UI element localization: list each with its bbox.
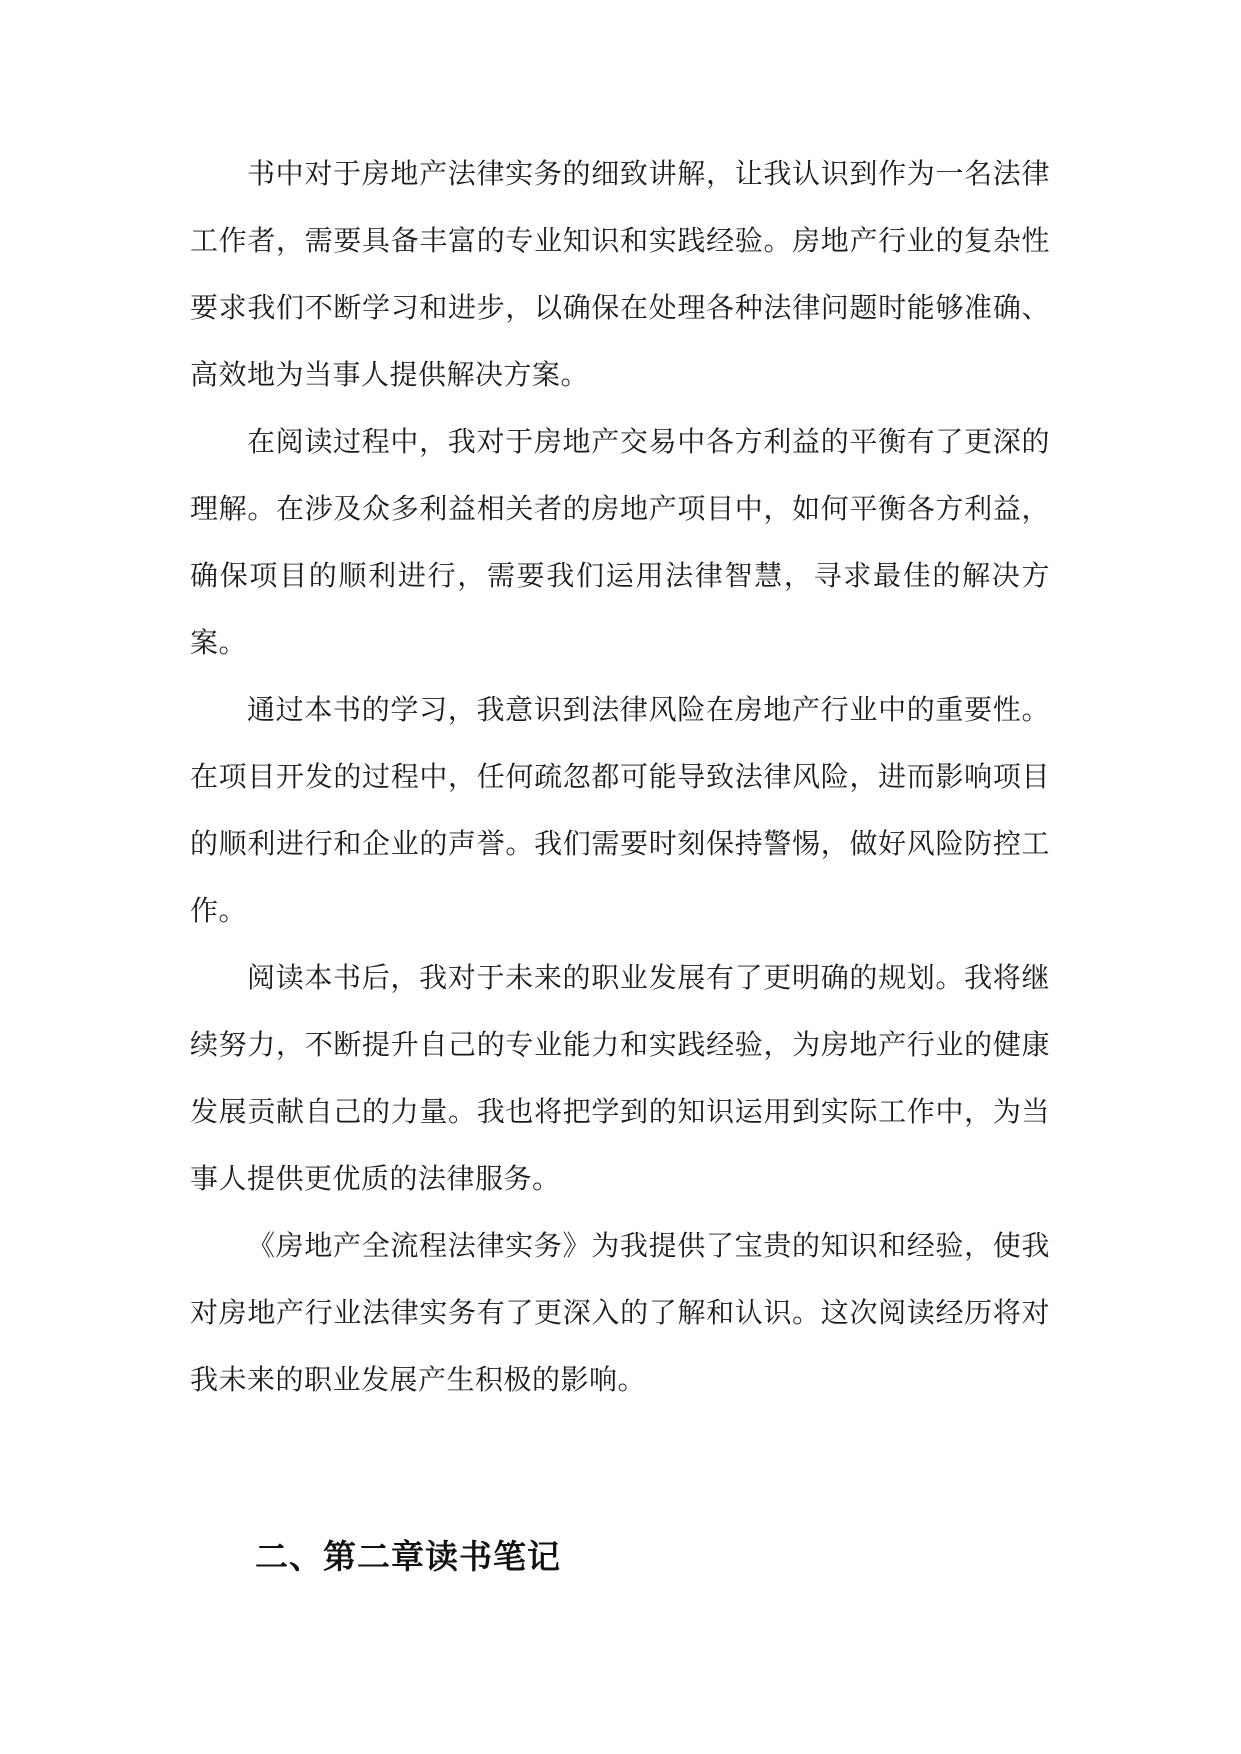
paragraph-4: 阅读本书后，我对于未来的职业发展有了更明确的规划。我将继续努力，不断提升自己的专业能力和实践经验，为房地产行业的健康发展贡献自己的力量。我也将把学到的知识运用到实际工作中，为当事人提供更优质的法律服务。: [190, 961, 1050, 1195]
paragraph-5: 《房地产全流程法律实务》为我提供了宝贵的知识和经验，使我对房地产行业法律实务有了更深入的了解和认识。这次阅读经历将对我未来的职业发展产生积极的影响。: [190, 1229, 1050, 1396]
paragraph-2: 在阅读过程中，我对于房地产交易中各方利益的平衡有了更深的理解。在涉及众多利益相关者的房地产项目中，如何平衡各方利益，确保项目的顺利进行，需要我们运用法律智慧，寻求最佳的解决方案。: [190, 425, 1050, 659]
document-body: [190, 140, 1050, 1413]
paragraph-3: 通过本书的学习，我意识到法律风险在房地产行业中的重要性。在项目开发的过程中，任何疏忽都可能导致法律风险，进而影响项目的顺利进行和企业的声誉。我们需要时刻保持警惕，做好风险防控工作。: [190, 693, 1050, 927]
paragraph-1: 书中对于房地产法律实务的细致讲解，让我认识到作为一名法律工作者，需要具备丰富的专业知识和实践经验。房地产行业的复杂性要求我们不断学习和进步，以确保在处理各种法律问题时能够准确、高效地为当事人提供解决方案。: [190, 157, 1050, 391]
section-heading: 二、第二章读书笔记: [255, 1537, 561, 1576]
